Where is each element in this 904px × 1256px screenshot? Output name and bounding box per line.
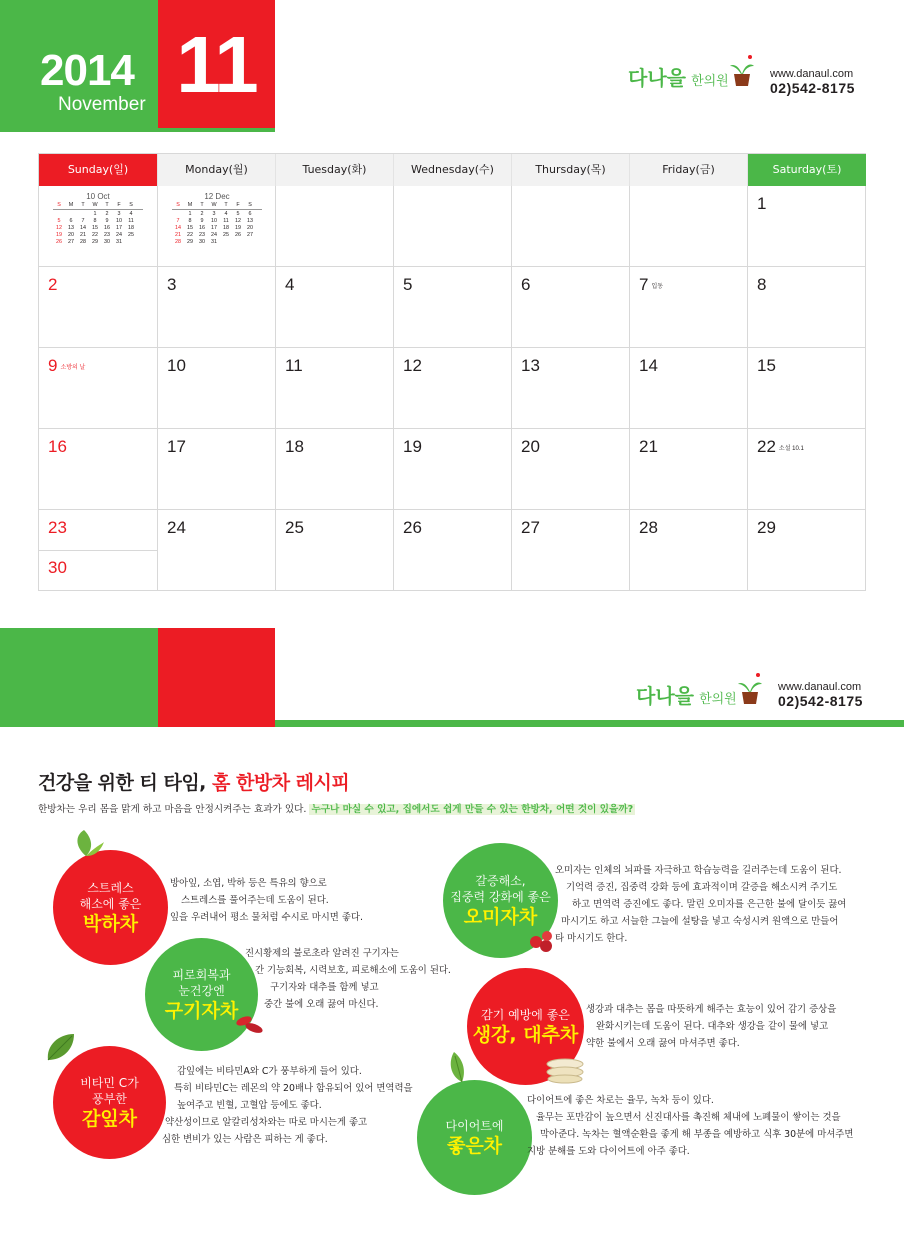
mini-weekday: M [187,202,193,208]
desc-line: 마시기도 하고 서늘한 그늘에 설탕을 넣고 숙성시켜 원액으로 만들어 [561,916,839,927]
mini-day: 14 [175,225,181,231]
tea-badge-caption: 감기 예방에 좋은 [481,1007,570,1022]
mini-day: 4 [129,211,133,217]
tea-badge-name: 감잎차 [81,1107,138,1130]
tea-badge-caption: 갈증해소, [475,873,526,888]
mini-calendar-row [53,239,143,246]
mini-weekday: S [248,202,252,208]
desc-line: 율무는 포만감이 높으면서 신진대사를 촉진해 체내에 노폐물이 쌓이는 것을 [536,1112,841,1123]
mini-day: 4 [224,211,228,217]
mini-day [244,239,256,246]
plant-pot-icon [728,54,756,88]
mini-day: 7 [81,218,85,224]
recipes-intro-plain: 한방차는 우리 몸을 맑게 하고 마음을 안정시켜주는 효과가 있다. [38,804,310,815]
mini-day: 9 [105,218,109,224]
mini-day: 7 [176,218,180,224]
desc-line: 하고 면역력 증진에도 좋다. 말린 오미자를 은근한 불에 달이듯 끓여 [572,899,847,910]
tea-badge-caption: 눈건강엔 [178,983,225,998]
calendar-day-number: 23 [48,518,67,537]
mini-day [232,239,244,246]
mini-day: 19 [56,232,62,238]
calendar-day-cell [276,348,394,429]
weekday-saturday: Saturday(토) [748,154,866,186]
calendar-day-cell [394,429,512,510]
desc-line: 구기자와 대추를 함께 넣고 [270,982,379,993]
mini-day: 20 [247,225,253,231]
mini-weekday: M [68,202,74,208]
weekday-friday: Friday(금) [630,154,748,186]
calendar-day-cell [748,186,866,267]
calendar-day-number: 28 [639,518,658,537]
calendar-day-note: 소방의 날 [60,365,86,372]
mini-day: 3 [117,211,121,217]
calendar-day-cell [158,510,276,591]
desc-line: 막아준다. 녹차는 혈액순환을 좋게 해 부종을 예방하고 식후 30분에 마셔주면 [540,1129,854,1140]
calendar-day-cell [630,510,748,591]
mini-day: 13 [247,218,253,224]
mini-day: 6 [248,211,252,217]
mini-weekday: T [200,202,204,208]
tea-desc-diet [527,1092,853,1160]
phone-number: 02)542-8175 [770,80,855,96]
tea-badge-caption: 풍부한 [92,1091,127,1106]
calendar-day-number: 2 [48,275,58,294]
weekday-wednesday: Wednesday(수) [394,154,512,186]
mini-calendar-row [172,211,262,218]
tea-badge-name: 좋은차 [446,1134,503,1157]
calendar-day-cell [512,429,630,510]
mini-weekday: S [57,202,61,208]
tea-badge-name: 오미자차 [463,905,538,928]
mini-day: 31 [211,239,217,245]
mini-day: 28 [80,239,86,245]
tea-desc-ginger-jujube [586,1001,836,1052]
persimmon-leaf-icon [44,1030,88,1064]
mini-day: 17 [211,225,217,231]
calendar-day-cell [630,186,748,267]
mini-weekday: T [224,202,228,208]
calendar-day-cell [630,348,748,429]
website-url-bottom[interactable]: www.danaul.com [778,681,862,693]
tea-badge-caption: 다이어트에 [445,1118,504,1133]
mini-weekday: F [236,202,240,208]
mini-weekday: W [92,202,98,208]
mini-day [53,211,65,218]
mini-day: 29 [187,239,193,245]
brand-logo-bottom [636,680,737,709]
mini-day: 2 [200,211,204,217]
mini-day [220,239,232,246]
calendar-day-cell [512,186,630,267]
mini-day: 22 [187,232,193,238]
mini-day: 1 [188,211,192,217]
desc-line: 간 기능회복, 시력보호, 피로해소에 도움이 된다. [255,965,451,976]
mini-calendar-title: 12 Dec [204,192,230,201]
calendar-day-number: 6 [521,275,531,294]
brand-logo [628,62,729,91]
logo-main-text-bottom: 다나을 [636,684,694,708]
mini-day: 15 [187,225,193,231]
weekday-tuesday: Tuesday(화) [276,154,394,186]
goji-berries-icon [234,1012,266,1036]
calendar-day-number: 4 [285,275,295,294]
desc-line: 다이어트에 좋은 차로는 율무, 녹차 등이 있다. [527,1095,714,1106]
desc-line: 진시황제의 불로초라 알려진 구기자는 [245,948,399,959]
calendar-day-number [639,275,663,295]
tea-leaf-icon [444,1050,474,1084]
calendar-day-cell [748,348,866,429]
mini-day: 3 [212,211,216,217]
mini-day: 21 [175,232,181,238]
mini-day: 15 [92,225,98,231]
mini-day: 20 [68,232,74,238]
tea-badge-name: 구기자차 [164,999,239,1022]
calendar-day-cell [512,348,630,429]
calendar-day-number: 5 [403,275,413,294]
ginger-slices-icon [544,1056,586,1084]
split-cell-divider [39,550,158,551]
header-underline [0,128,275,132]
tea-desc-omija [555,862,846,947]
calendar-day-cell [512,267,630,348]
tea-desc-peppermint [170,875,363,926]
desc-line: 높여주고 빈혈, 고혈압 등에도 좋다. [177,1100,322,1111]
calendar-day-note: 소설 10.1 [778,446,804,453]
mini-day [125,239,137,246]
mini-day: 5 [57,218,61,224]
calendar-day-cell [158,267,276,348]
calendar-day-number: 11 [285,356,303,375]
mini-day [77,211,89,218]
logo-sub-text-bottom: 한의원 [699,692,737,707]
mini-day: 29 [92,239,98,245]
tea-desc-persimmon-leaf [162,1063,413,1148]
calendar-day-number: 1 [757,194,767,213]
weekday-thursday: Thursday(목) [512,154,630,186]
tea-badge-peppermint [53,850,168,965]
mini-day: 31 [116,239,122,245]
recipes-intro [38,801,635,815]
calendar-grid [38,153,866,591]
header-year-block [0,0,158,130]
calendar-day-number: 21 [639,437,658,456]
calendar-day-cell [39,267,158,348]
mini-day: 5 [236,211,240,217]
mini-day: 11 [223,218,229,224]
mini-day: 6 [69,218,73,224]
calendar-day-cell [748,267,866,348]
desc-line: 타 마시기도 한다. [555,933,628,944]
mini-day: 18 [223,225,229,231]
recipes-title-highlight: 홈 한방차 레시피 [212,772,350,794]
calendar-day-number: 10 [167,356,186,375]
logo-main-text: 다나을 [628,66,686,90]
desc-line: 감잎에는 비타민A와 C가 풍부하게 들어 있다. [177,1066,362,1077]
desc-line: 약산성이므로 알칼리성차와는 따로 마시는게 좋고 [165,1117,368,1128]
mini-calendar-row [172,239,262,246]
mini-weekday: T [105,202,109,208]
calendar-day-cell [276,267,394,348]
month-name-label: November [58,94,146,115]
calendar-day-cell [748,510,866,591]
mini-day: 10 [211,218,217,224]
mini-weekday: T [81,202,85,208]
mini-day: 26 [56,239,62,245]
tea-badge-caption: 스트레스 [87,880,134,895]
calendar-day-number-text: 9 [48,356,58,375]
calendar-day-number: 13 [521,356,540,375]
mini-day: 2 [105,211,109,217]
mini-weekday: W [211,202,217,208]
logo-sub-text: 한의원 [691,74,729,89]
mini-calendar-row [53,211,143,218]
tea-desc-gugija [245,945,451,1013]
mini-weekday: S [176,202,180,208]
plant-pot-icon [736,672,764,706]
mini-day: 27 [247,232,253,238]
calendar-day-cell [512,510,630,591]
tea-badge-name: 생강, 대추차 [472,1023,579,1046]
calendar-day-number: 29 [757,518,776,537]
mini-calendar-row [53,218,143,225]
mini-day: 25 [223,232,229,238]
mini-day: 19 [235,225,241,231]
desc-line: 방아잎, 소엽, 박하 등은 특유의 향으로 [170,878,327,889]
mini-day: 16 [104,225,110,231]
desc-line: 잎을 우려내어 평소 물처럼 수시로 마시면 좋다. [170,912,363,923]
mini-day: 28 [175,239,181,245]
phone-number-bottom: 02)542-8175 [778,693,863,709]
calendar-day-cell [276,510,394,591]
mini-day: 22 [92,232,98,238]
calendar-day-number: 14 [639,356,658,375]
calendar-day-cell [394,348,512,429]
mini-calendar-december [172,192,262,246]
website-url[interactable]: www.danaul.com [770,68,854,80]
calendar-day-cell [276,186,394,267]
tea-badge-caption: 피로회복과 [172,967,231,982]
tea-badge-caption: 비타민 C가 [80,1075,139,1090]
calendar-day-cell [276,429,394,510]
calendar-day-cell [39,429,158,510]
mini-calendar-header [53,202,143,210]
desc-line: 생강과 대추는 몸을 따뜻하게 해주는 효능이 있어 감기 증상을 [586,1004,837,1015]
weekday-sunday: Sunday(일) [39,154,158,186]
mini-day: 30 [104,239,110,245]
mini-weekday: F [117,202,121,208]
calendar-day-cell [394,510,512,591]
calendar-day-cell [630,429,748,510]
desc-line: 완화시키는데 도움이 된다. 대추와 생강을 같이 물에 넣고 [596,1021,829,1032]
mini-day: 30 [199,239,205,245]
calendar-day-number: 8 [757,275,767,294]
mini-day: 24 [116,232,122,238]
mini-day: 26 [235,232,241,238]
calendar-day-number: 3 [167,275,177,294]
mini-day: 23 [199,232,205,238]
calendar-day-number: 12 [403,356,422,375]
desc-line: 지방 분해를 도와 다이어트에 아주 좋다. [527,1146,690,1157]
calendar-day-number: 27 [521,518,540,537]
mini-day: 1 [93,211,97,217]
mini-calendar-title: 10 Oct [86,192,110,201]
mini-day: 24 [211,232,217,238]
calendar-day-number: 18 [285,437,304,456]
contact-block-bottom [778,681,863,709]
desc-line: 심한 변비가 있는 사람은 피하는 게 좋다. [162,1134,328,1145]
calendar-day-cell [39,348,158,429]
year-label: 2014 [40,46,134,95]
mini-day: 17 [116,225,122,231]
mini-day [172,211,184,218]
mini-day: 12 [56,225,62,231]
calendar-day-number-text: 7 [639,275,649,294]
mini-day: 13 [68,225,74,231]
mini-calendar-october [53,192,143,246]
mini-day: 12 [235,218,241,224]
calendar-day-cell [748,429,866,510]
desc-line: 약한 불에서 오래 끓여 마셔주면 좋다. [586,1038,740,1049]
weekday-monday: Monday(월) [158,154,276,186]
section-header-green-block [0,628,158,720]
calendar-day-number: 26 [403,518,422,537]
calendar-day-number [48,356,85,376]
desc-line: 기억력 증진, 집중력 강화 등에 효과적이며 갈증을 해소시켜 주기도 [566,882,838,893]
mini-day: 23 [104,232,110,238]
mini-calendar-header [172,202,262,210]
calendar-day-number: 16 [48,437,67,456]
recipes-title-prefix: 건강을 위한 티 타임, [38,772,213,794]
calendar-day-number: 17 [167,437,186,456]
mini-day: 25 [128,232,134,238]
recipes-title [38,768,349,795]
tea-badge-name: 박하차 [82,912,139,935]
tea-badge-caption: 해소에 좋은 [79,896,142,911]
mini-calendar-row [53,225,143,232]
calendar-day-number: 24 [167,518,186,537]
calendar-day-number: 15 [757,356,776,375]
mini-day: 10 [116,218,122,224]
mini-day: 9 [200,218,204,224]
tea-badge-diet [417,1080,532,1195]
calendar-day-cell [630,267,748,348]
mini-day: 8 [188,218,192,224]
tea-badge-caption: 집중력 강화에 좋은 [450,889,551,904]
calendar-day-cell [394,267,512,348]
calendar-day-number: 25 [285,518,304,537]
month-number-label: 11 [158,0,275,130]
mini-calendar-row [53,232,143,239]
calendar-day-number: 20 [521,437,540,456]
mini-day: 8 [93,218,97,224]
desc-line: 특히 비타민C는 레몬의 약 20배나 함유되어 있어 면역력을 [174,1083,413,1094]
calendar-day-number-text: 22 [757,437,776,456]
mini-weekday: S [129,202,133,208]
calendar-day-cell [158,348,276,429]
mini-calendar-row [172,218,262,225]
mini-day: 11 [128,218,134,224]
desc-line: 오미자는 인체의 뇌파를 자극하고 학습능력을 길러주는데 도움이 된다. [555,865,842,876]
berries-icon [527,927,557,953]
calendar-day-cell [158,429,276,510]
mini-day: 21 [80,232,86,238]
calendar-day-cell [394,186,512,267]
mini-day [65,211,77,218]
desc-line: 중간 불에 오래 끓여 마신다. [264,999,379,1010]
mini-calendar-row [172,232,262,239]
section-header-red-block [158,628,275,720]
calendar-day-note: 입동 [651,284,664,291]
mini-calendar-row [172,225,262,232]
calendar-day-number [757,437,804,457]
mini-day: 14 [80,225,86,231]
section-divider [0,720,904,727]
section-divider-red [158,720,275,727]
desc-line: 스트레스를 풀어주는데 도움이 된다. [181,895,329,906]
calendar-day-number: 19 [403,437,422,456]
recipes-intro-highlight: 누구나 마실 수 있고, 집에서도 쉽게 만들 수 있는 한방차, 어떤 것이 있을까? [311,804,634,815]
calendar-day-number: 30 [48,558,67,577]
mini-day: 18 [128,225,134,231]
mini-day: 27 [68,239,74,245]
mini-day: 16 [199,225,205,231]
leaf-icon [66,828,106,858]
contact-block [770,68,855,96]
